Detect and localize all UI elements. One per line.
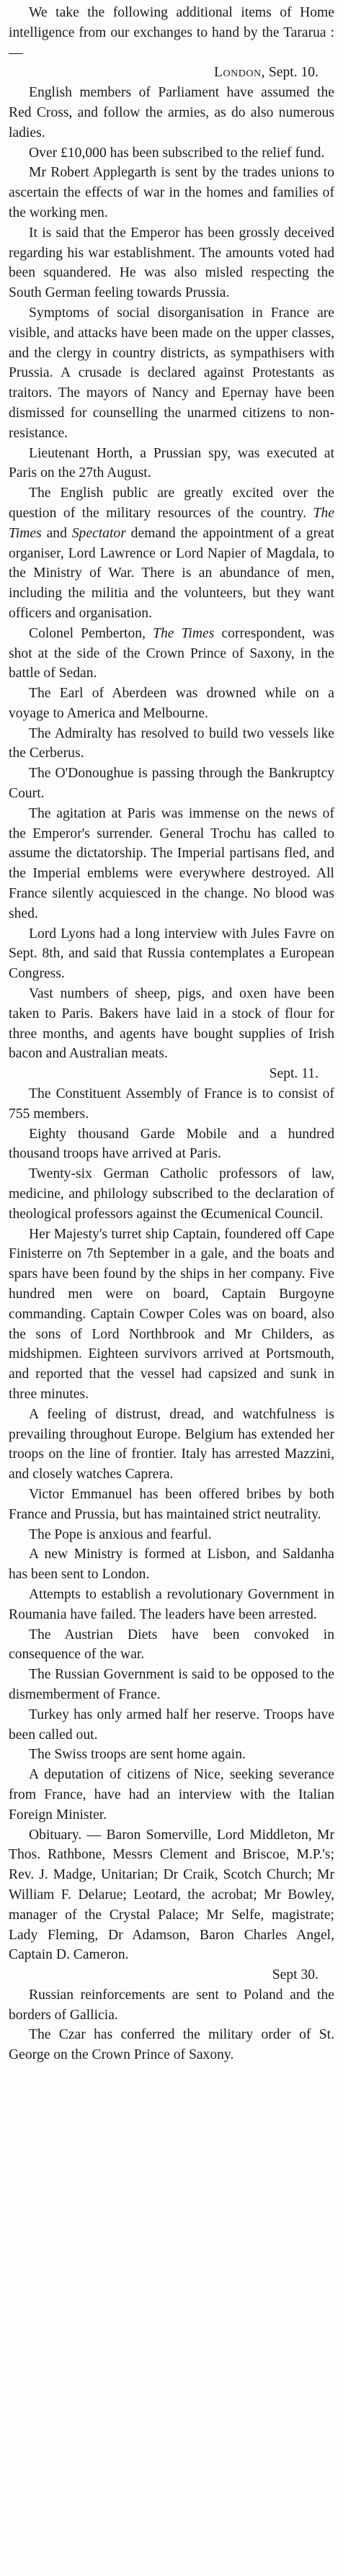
dateline-place: London, [214, 65, 265, 81]
news-item: A deputation of citizens of Nice, seeking severance from France, have had an interview with the Italian Foreign Minister. [9, 1767, 334, 1823]
news-item: It is said that the Emperor has been grossly deceived regarding his war establishment. The amounts voted had been squandered. He was also misled respecting the South German feeling towards Prussia. [9, 225, 334, 301]
news-item: The agitation at Paris was immense on the news of the Emperor's surrender. General Trochu has called to assume the dictatorship. The Imperial partisans fled, and the Imperial emblems were everywhere destroyed. All France silently acquiesced in the change. No blood was shed. [9, 805, 334, 921]
news-item: Mr Robert Applegarth is sent by the trades unions to ascertain the effects of war in the homes and families of the working men. [9, 165, 334, 220]
dateline [9, 1064, 334, 1084]
section-sept-10 [9, 63, 334, 1064]
newspaper-title: The Times [153, 625, 215, 641]
news-item: A new Ministry is formed at Lisbon, and Saldanha has been sent to London. [9, 1547, 334, 1583]
dateline-date: Sept. 10. [268, 65, 318, 81]
news-item: Russian reinforcements are sent to Poland and the borders of Gallicia. [9, 1987, 334, 2023]
news-item: The O'Donoughue is passing through the Bankruptcy Court. [9, 766, 334, 802]
news-item [9, 624, 334, 684]
news-item: A feeling of distrust, dread, and watchfulness is prevailing throughout Europe. Belgium has extended her troops on the line of frontier. Italy has arrested Mazzini, and closely watches Caprera. [9, 1406, 334, 1482]
news-item: Attempts to establish a revolutionary Government in Roumania have failed. The leaders have been arrested. [9, 1586, 334, 1622]
newspaper-title: The Times [9, 505, 334, 541]
text-run: Colonel Pemberton, [29, 625, 153, 641]
text-run: and [41, 525, 72, 541]
news-item: Lord Lyons had a long interview with Jules Favre on Sept. 8th, and said that Russia contemplates a European Congress. [9, 926, 334, 982]
news-item: The Czar has conferred the military order of St. George on the Crown Prince of Saxony. [9, 2027, 334, 2063]
section-sept-30 [9, 1965, 334, 2065]
news-item: Victor Emmanuel has been offered bribes by both France and Prussia, but has maintained strict neutrality. [9, 1486, 334, 1522]
news-item: The Earl of Aberdeen was drowned while on a voyage to America and Melbourne. [9, 686, 334, 721]
dateline [9, 63, 334, 83]
news-item: The Constituent Assembly of France is to consist of 755 members. [9, 1086, 334, 1122]
intro-paragraph: We take the following additional items of Home intelligence from our exchanges to hand by the Tararua :— [9, 5, 334, 61]
news-item: Twenty-six German Catholic professors of law, medicine, and philology subscribed to the declaration of theological professors against the Œcumenical Council. [9, 1166, 334, 1222]
news-item: Symptoms of social disorganisation in France are visible, and attacks have been made on the upper classes, and the clergy in country districts, as sympathisers with Prussia. A crusade is declared against Protestants as traitors. The mayors of Nancy and Epernay have been dismissed for counselling the unarmed citizens to non-resistance. [9, 305, 334, 441]
news-item: Eighty thousand Garde Mobile and a hundred thousand troops have arrived at Paris. [9, 1126, 334, 1162]
news-item: The Austrian Diets have been convoked in consequence of the war. [9, 1627, 334, 1663]
news-item: Vast numbers of sheep, pigs, and oxen have been taken to Paris. Bakers have laid in a stock of flour for three months, and agents have bought supplies of Irish bacon and Australian meats. [9, 986, 334, 1062]
news-article [9, 3, 334, 2065]
dateline-date: Sept 30. [272, 1967, 318, 1983]
news-item: Turkey has only armed half her reserve. Troops have been called out. [9, 1707, 334, 1743]
newspaper-title: Spectator [71, 525, 126, 541]
dateline [9, 1965, 334, 1985]
dateline-date: Sept. 11. [269, 1066, 318, 1082]
text-run: The English public are greatly excited over the question of the military resources of the country. [9, 486, 334, 521]
news-item [9, 483, 334, 624]
news-item: The Russian Government is said to be opposed to the dismemberment of France. [9, 1667, 334, 1702]
section-sept-11 [9, 1064, 334, 1965]
text-run: demand the appointment of a great organiser, Lord Lawrence or Lord Napier of Magdala, to the Ministry of War. There is an abundance of men, including the militia and the volunteers, but they want officers and organisation. [9, 525, 335, 621]
news-item: Lieutenant Horth, a Prussian spy, was executed at Paris on the 27th August. [9, 445, 334, 481]
news-item: The Swiss troops are sent home again. [29, 1747, 246, 1763]
news-item: Over £10,000 has been subscribed to the relief fund. [29, 145, 325, 161]
news-item: English members of Parliament have assumed the Red Cross, and follow the armies, as do also numerous ladies. [9, 85, 334, 140]
text-run: correspondent, was shot at the side of the Crown Prince of Saxony, in the battle of Sedan. [9, 625, 334, 681]
news-item: Her Majesty's turret ship Captain, foundered off Cape Finisterre on 7th September in a gale, and the boats and spars have been found by the ships in her company. Five hundred men were on board, Captain Burgoyne commanding. Captain Cowper Coles was on board, also the sons of Lord Northbrook and Mr Childers, as midshipmen. Eighteen survivors arrived at Portsmouth, and reported that the vessel had capsized and sunk in three minutes. [9, 1226, 334, 1402]
obituary-item: Obituary. — Baron Somerville, Lord Middleton, Mr Thos. Rathbone, Messrs Clement and Briscoe, M.P.'s; Rev. J. Madge, Unitarian; Dr Craik, Scotch Church; Mr William F. Delarue; Leotard, the acrobat; Mr Bowley, manager of the Crystal Palace; Mr Selfe, magistrate; Lady Fleming, Dr Adamson, Baron Charles Angel, Captain D. Cameron. [9, 1827, 334, 1963]
news-item: The Admiralty has resolved to build two vessels like the Cerberus. [9, 725, 334, 761]
news-item: The Pope is anxious and fearful. [29, 1526, 212, 1542]
